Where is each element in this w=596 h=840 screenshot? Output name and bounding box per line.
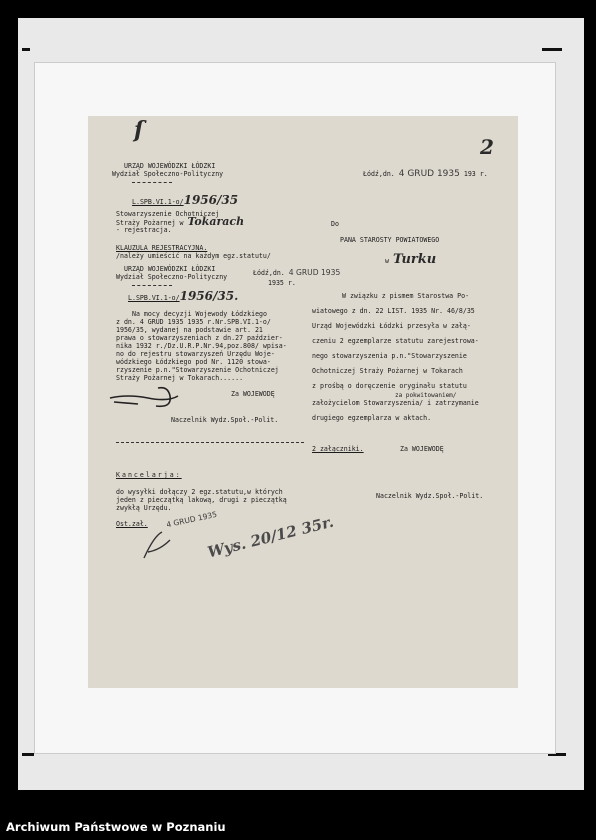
head-of-department: Naczelnik Wydz.Społ.-Polit.: [171, 416, 279, 424]
for-voivode: Za WOJEWODĘ: [400, 445, 444, 453]
for-voivode: Za WOJEWODĘ: [231, 390, 275, 398]
clause-reference-number: L.SPB.VI.1-o/1956/35.: [128, 289, 239, 303]
letter-line: Ochotniczej Straży Pożarnej w Tokarach: [312, 367, 463, 375]
page-number: 2: [480, 135, 494, 159]
clause-title: KLAUZULA REJESTRACYJNA.: [116, 244, 208, 252]
clause-note: /należy umieścić na każdym egz.statutu/: [116, 252, 271, 260]
attachments-count: 2 załączniki.: [312, 445, 364, 453]
head-of-department: Naczelnik Wydz.Społ.-Polit.: [376, 492, 484, 500]
registry-title: Kancelarja:: [116, 471, 182, 479]
letter-line: czeniu 2 egzemplarze statutu zarejestrowa-: [312, 337, 479, 345]
reference-number: L.SPB.VI.1-o/1956/35: [132, 193, 239, 207]
decision-line: Straży Pożarnej w Tokarach......: [116, 374, 244, 382]
letter-line: Urząd Wojewódzki Łódzki przesyła w załą-: [312, 322, 471, 330]
subject-line-2: Straży Pożarnej w Tokarach: [116, 215, 245, 228]
clause-office-name: URZĄD WOJEWÓDZKI ŁÓDZKI: [124, 265, 216, 273]
initials-scribble: [140, 528, 176, 562]
registry-stamp: 4 GRUD 1935: [165, 509, 218, 530]
addressee-city: w Turku: [385, 252, 437, 267]
decision-line: rzyszenie p.n."Stowarzyszenie Ochotniczej: [116, 366, 279, 374]
decision-line: prawa o stowarzyszeniach z dn.27 paździer-: [116, 334, 283, 342]
film-edge-mark: [22, 48, 30, 51]
decision-line: z dn. 4 GRUD 1935 1935 r.Nr.SPB.VI.1-o/: [116, 318, 271, 326]
clause-date: Łódź,dn. 4 GRUD 1935: [253, 268, 341, 277]
registry-line: do wysyłki dołączy 2 egz.statutu,w których: [116, 488, 283, 496]
office-department: Wydział Społeczno-Polityczny: [112, 170, 224, 178]
archive-caption: Archiwum Państwowe w Poznaniu: [6, 820, 226, 834]
letter-line: z prośbą o doręczenie oryginału statutu: [312, 382, 467, 390]
signature: [108, 384, 198, 416]
subject-line-1: Stowarzyszenie Ochotniczej: [116, 210, 220, 218]
film-edge-mark: [22, 753, 34, 756]
registry-line: jeden z pieczątką lakową, drugi z pieczątką: [116, 496, 287, 504]
decision-line: Na mocy decyzji Wojewody Łódzkiego: [132, 310, 267, 318]
office-name: URZĄD WOJEWÓDZKI ŁÓDZKI: [124, 162, 216, 170]
handwritten-mark: ſ: [134, 117, 144, 143]
clause-year: 1935 r.: [268, 279, 296, 287]
letter-insertion: za pokwitowaniem/: [395, 392, 457, 399]
letter-line: wiatowego z dn. 22 LIST. 1935 Nr. 46/8/35: [312, 307, 475, 315]
letter-line: założycielom Stowarzyszenia/ i zatrzymanie: [312, 399, 479, 407]
decision-line: wódzkiego Łódzkiego pod Nr. 1120 stowa-: [116, 358, 271, 366]
handwritten-dispatch-note: Wys. 20/12 35r.: [205, 512, 336, 562]
document-sheet: [88, 116, 518, 688]
letter-line: nego stowarzyszenia p.n."Stowarzyszenie: [312, 352, 467, 360]
decision-line: nika 1932 r./Dz.U.R.P.Nr.94,poz.808/ wpisa-: [116, 342, 287, 350]
decision-line: 1956/35, wydanej na podstawie art. 21: [116, 326, 263, 334]
registry-attachment-note: Ost.zał.: [116, 520, 148, 528]
subject-line-3: - rejestracja.: [116, 226, 172, 234]
letter-date: Łódź,dn. 4 GRUD 1935 193 r.: [363, 169, 488, 179]
date-stamp: 4 GRUD 1935: [288, 268, 341, 277]
to-label: Do: [331, 220, 339, 228]
divider: [132, 285, 172, 286]
film-edge-mark: [542, 48, 562, 51]
letter-line: W związku z pismem Starostwa Po-: [342, 292, 470, 300]
date-stamp: 4 GRUD 1935: [398, 169, 460, 179]
letter-line: drugiego egzemplarza w aktach.: [312, 414, 432, 422]
divider: [132, 182, 172, 183]
clause-office-department: Wydział Społeczno-Polityczny: [116, 273, 228, 281]
section-divider: [116, 442, 304, 443]
decision-line: no do rejestru stowarzyszeń Urzędu Woje-: [116, 350, 275, 358]
addressee: PANA STAROSTY POWIATOWEGO: [340, 236, 440, 244]
registry-line: zwykłą Urzędu.: [116, 504, 172, 512]
